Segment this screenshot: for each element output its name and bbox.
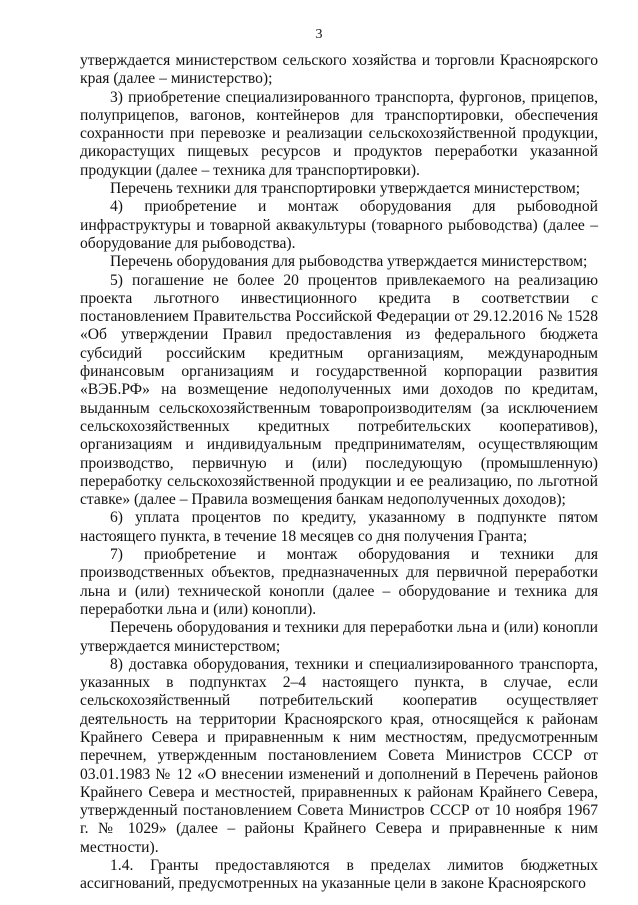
paragraph-item-3-transport: 3) приобретение специализированного транспорта, фургонов, прицепов, полуприцепов, вагонов, контейнеров для транспортировки, обеспечения сохранности при перевозке и реализации сельскохозяйственной продукции, дикорастущих пищевых ресурсов и продуктов переработки указанной продукции (далее – техника для транспортировки).	[80, 88, 598, 179]
paragraph-transport-list-note: Перечень техники для транспортировки утверждается министерством;	[110, 180, 581, 198]
paragraph-item-6-interest: 6) уплата процентов по кредиту, указанному в подпункте пятом настоящего пункта, в течение 18 месяцев со дня получения Гранта;	[80, 509, 598, 545]
paragraph-fish-farming-list-note: Перечень оборудования для рыбоводства утверждается министерством;	[110, 253, 588, 271]
paragraph-item-5-loan-repayment: 5) погашение не более 20 процентов привлекаемого на реализацию проекта льготного инвестиционного кредита в соответствии с постановлением Правительства Российской Федерации от 29.12.2016 № 1528 «Об утверждении Правил предоставления из федерального бюджета субсидий российским кредитным организациям, международным финансовым организациям и государственной корпорации развития «ВЭБ.РФ» на возмещение недополученных ими доходов по кредитам, выданным сельскохозяйственным товаропроизводителям (за исключением сельскохозяйственных кредитных потребительских кооперативов), организациям и индивидуальным предпринимателям, осуществляющим производство, первичную и (или) последующую (промышленную) переработку сельскохозяйственной продукции и ее реализацию, по льготной ставке» (далее – Правила возмещения банкам недополученных доходов);	[80, 271, 598, 509]
paragraph-continuation: утверждается министерством сельского хозяйства и торговли Красноярского края (далее – министерство);	[80, 52, 598, 88]
paragraph-item-4-fish-farming: 4) приобретение и монтаж оборудования для рыбоводной инфраструктуры и товарной аквакультуры (товарного рыбоводства) (далее – оборудование для рыбоводства).	[80, 198, 598, 252]
paragraph-item-8-delivery: 8) доставка оборудования, техники и специализированного транспорта, указанных в подпунктах 2–4 настоящего пункта, в случае, если сельскохозяйственный потребительский кооператив осуществляет деятельность на территории Красноярского края, относящейся к районам Крайнего Севера и приравненным к ним местностям, предусмотренным перечнем, утвержденным постановлением Совета Министров СССР от 03.01.1983 № 12 «О внесении изменений и дополнений в Перечень районов Крайнего Севера и местностей, приравненных к районам Крайнего Севера, утвержденный постановлением Совета Министров СССР от 10 ноября 1967 г. № 1029» (далее – районы Крайнего Севера и приравненные к ним местности).	[80, 655, 598, 856]
paragraph-flax-hemp-list-note: Перечень оборудования и техники для переработки льна и (или) конопли утверждается министерством;	[80, 619, 598, 655]
document-body	[80, 52, 598, 894]
paragraph-item-7-flax-hemp: 7) приобретение и монтаж оборудования и техники для производственных объектов, предназначенных для первичной переработки льна и (или) технической конопли (далее – оборудование и техника для переработки льна и (или) конопли).	[80, 546, 598, 618]
page-number: 3	[315, 27, 323, 42]
paragraph-section-1-4: 1.4. Гранты предоставляются в пределах лимитов бюджетных ассигнований, предусмотренных на указанные цели в законе Красноярского	[80, 857, 598, 893]
